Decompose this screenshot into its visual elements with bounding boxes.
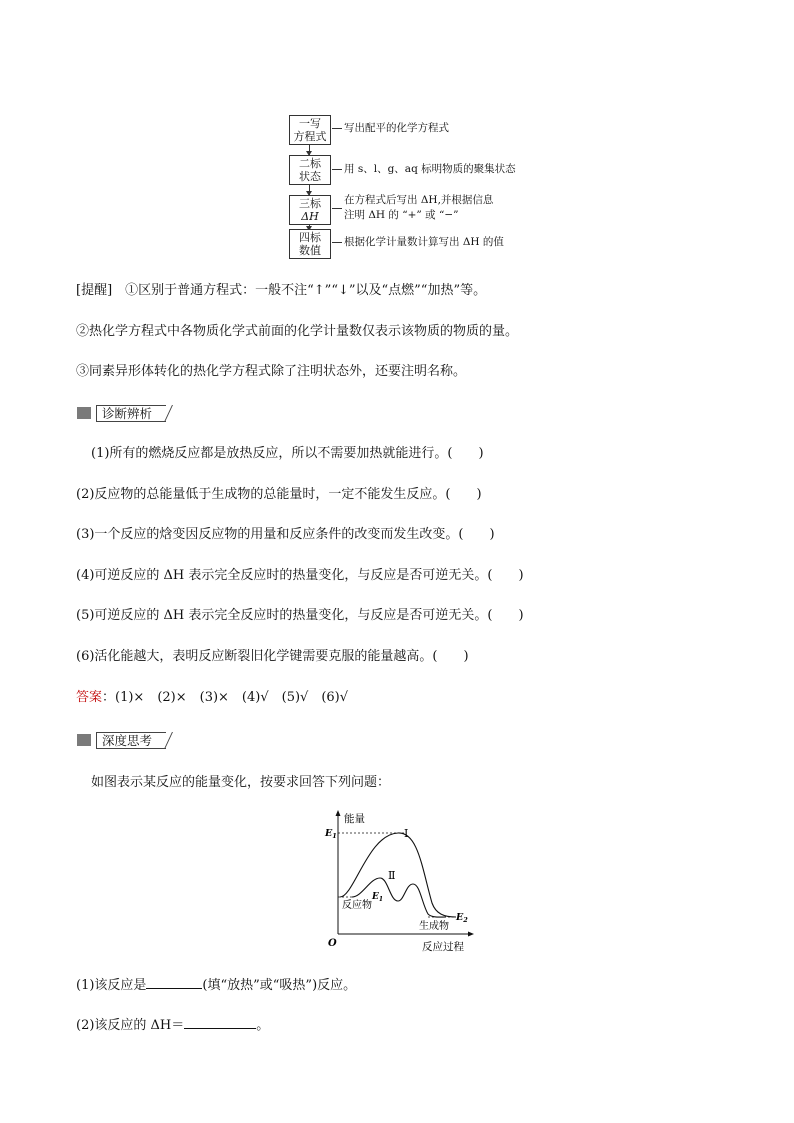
- section-header-diagnose: 诊断辨析: [96, 405, 166, 422]
- answer-text: ：(1)× (2)× (3)× (4)√ (5)√ (6)√: [102, 690, 349, 705]
- step-1-description: 写出配平的化学方程式: [344, 122, 449, 134]
- step-box-2: [289, 155, 331, 185]
- step-box-1: [289, 115, 331, 145]
- step-3-line1: 三标: [299, 197, 321, 210]
- answer-blank-1[interactable]: [146, 976, 202, 989]
- arrow-down-icon: [309, 185, 310, 195]
- step-1-connector: [332, 128, 342, 129]
- step-4-line1: 四标: [299, 231, 321, 244]
- answer-line: [76, 689, 348, 707]
- diagnose-item-3: (3)一个反应的焓变因反应物的用量和反应条件的改变而发生改变。( ): [76, 527, 495, 542]
- reactant-label: 反应物: [342, 900, 372, 911]
- step-4-description: 根据化学计量数计算写出 ΔH 的值: [344, 236, 504, 248]
- step-2-line1: 二标: [299, 157, 321, 170]
- diagnose-item-4: (4)可逆反应的 ΔH 表示完全反应时的热量变化，与反应是否可逆无关。( ): [76, 568, 524, 583]
- energy-diagram: [318, 808, 478, 954]
- diagnose-item-2: (2)反应物的总能量低于生成物的总能量时，一定不能发生反应。( ): [76, 487, 482, 502]
- curve-II: [352, 878, 446, 917]
- step-4-line2: 数值: [299, 244, 321, 257]
- x-axis-arrow-icon: [468, 932, 474, 937]
- step-box-3: [289, 195, 331, 225]
- answer-blank-2[interactable]: [184, 1016, 256, 1029]
- question-2-suffix: 。: [256, 1018, 270, 1033]
- step-2-description: 用 s、l、g、aq 标明物质的聚集状态: [344, 163, 516, 175]
- step-1-line1: 一写: [299, 117, 321, 130]
- tip-line-1: [提醒] ①区别于普通方程式：一般不注“↑”“↓”以及“点燃”“加热”等。: [76, 283, 487, 298]
- question-1-prefix: (1)该反应是: [76, 978, 147, 993]
- diagnose-item-5: (5)可逆反应的 ΔH 表示完全反应时的热量变化，与反应是否可逆无关。( ): [76, 608, 524, 623]
- step-2-connector: [332, 169, 342, 170]
- diagnose-item-6: (6)活化能越大，表明反应断裂旧化学键需要克服的能量越高。( ): [76, 649, 469, 664]
- e1-inner-label: $E_1$: [372, 892, 384, 903]
- step-2-line2: 状态: [299, 170, 321, 183]
- e2-label: $E_2$: [456, 912, 468, 924]
- step-3-connector: [332, 208, 342, 209]
- x-axis-label: 反应过程: [422, 941, 464, 953]
- section-square-icon: [77, 734, 91, 746]
- step-box-4: [289, 229, 331, 259]
- origin-label: O: [328, 938, 337, 949]
- question-2-prefix: (2)该反应的 ΔH＝: [76, 1018, 185, 1033]
- diagnose-item-1: (1)所有的燃烧反应都是放热反应，所以不需要加热就能进行。( ): [91, 446, 484, 461]
- y-axis-label: 能量: [344, 813, 365, 825]
- section-square-icon: [77, 407, 91, 419]
- tip-line-3: ③同素异形体转化的热化学方程式除了注明状态外，还要注明名称。: [76, 364, 467, 379]
- curve-II-label: Ⅱ: [388, 869, 396, 882]
- section-header-think: 深度思考: [96, 732, 166, 749]
- question-1: [76, 976, 356, 995]
- arrow-down-icon: [309, 145, 310, 155]
- step-3-line2: ΔH: [301, 210, 319, 223]
- product-label: 生成物: [419, 921, 449, 932]
- step-3-description: 在方程式后写出 ΔH,并根据信息: [344, 194, 494, 206]
- curve-I-label: Ⅰ: [404, 827, 409, 840]
- y-axis-arrow-icon: [336, 810, 341, 816]
- question-2: [76, 1016, 269, 1035]
- question-1-suffix: (填“放热”或“吸热”)反应。: [202, 978, 357, 993]
- think-intro: 如图表示某反应的能量变化，按要求回答下列问题：: [91, 775, 391, 790]
- step-3-description-2: 注明 ΔH 的 “+” 或 “−”: [344, 209, 459, 221]
- tip-line-2: ②热化学方程式中各物质化学式前面的化学计量数仅表示该物质的物质的量。: [76, 324, 519, 339]
- answer-label: 答案: [76, 690, 103, 705]
- step-4-connector: [332, 242, 342, 243]
- e1-axis-label: $E_1$: [325, 828, 337, 840]
- step-1-line2: 方程式: [293, 130, 327, 143]
